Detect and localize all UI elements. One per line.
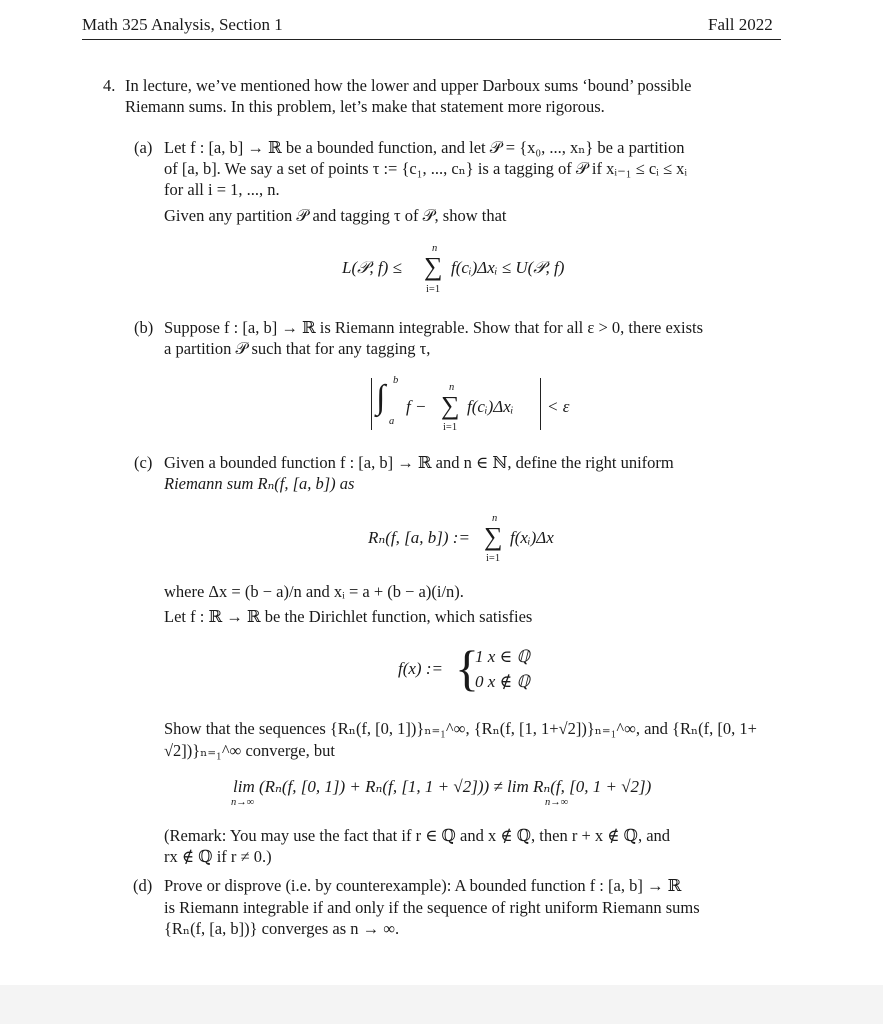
- part-a-sum-top: n: [432, 243, 438, 254]
- part-c-sigma: ∑: [484, 522, 503, 551]
- part-c-line-1: Given a bounded function f : [a, b] → ℝ and n ∈ ℕ, define the right uniform: [164, 453, 674, 472]
- part-c-eq-right: f(xᵢ)Δx: [510, 528, 554, 547]
- part-a-sum-bottom: i=1: [426, 284, 441, 295]
- part-c-line-6: √2])}ₙ₌₁^∞ converge, but: [164, 741, 335, 760]
- part-c-eq-left: Rₙ(f, [a, b]) :=: [368, 528, 470, 547]
- abs-bar-left: [371, 378, 372, 430]
- lim-sub-2: n→∞: [545, 797, 569, 808]
- cases-brace: {: [455, 640, 479, 696]
- part-c-line-5: Show that the sequences {Rₙ(f, [0, 1])}ₙ₌₁^∞, {Rₙ(f, [1, 1+√2])}ₙ₌₁^∞, and {Rₙ(f, [0, 1+: [164, 719, 757, 738]
- part-a-sigma: ∑: [424, 252, 443, 281]
- part-a-eq-right: f(cᵢ)Δxᵢ ≤ U(𝒫, f): [451, 258, 565, 277]
- limit-equation: lim (Rₙ(f, [0, 1]) + Rₙ(f, [1, 1 + √2])) ≠ lim Rₙ(f, [0, 1 + √2]): [233, 777, 652, 796]
- part-a-eq-left: L(𝒫, f) ≤: [342, 258, 402, 277]
- dirichlet-case-2: 0 x ∉ ℚ: [475, 672, 530, 691]
- part-c-sum-bottom: i=1: [486, 553, 501, 564]
- part-b-sum-top: n: [449, 382, 455, 393]
- dirichlet-left: f(x) :=: [398, 659, 443, 678]
- page-bottom-shade: [0, 985, 883, 1024]
- integral-lower: a: [389, 416, 395, 427]
- part-d-line-3: {Rₙ(f, [a, b])} converges as n → ∞.: [164, 919, 400, 938]
- part-b-eq-mid: f −: [406, 397, 427, 416]
- part-b-eq-right: < ε: [547, 397, 570, 416]
- part-d-label: (d): [133, 876, 153, 895]
- part-c-label: (c): [134, 453, 153, 472]
- part-a-line-1: Let f : [a, b] → ℝ be a bounded function, and let 𝒫 = {x₀, ..., xₙ} be a partition: [164, 138, 685, 157]
- part-b-label: (b): [134, 318, 154, 337]
- part-b-line-2: a partition 𝒫 such that for any tagging τ,: [164, 339, 431, 358]
- integral-upper: b: [393, 375, 399, 386]
- part-a-line-2: of [a, b]. We say a set of points τ := {c₁, ..., cₙ} is a tagging of 𝒫 if xᵢ₋₁ ≤ cᵢ ≤ xᵢ: [164, 159, 688, 178]
- part-c-line-2: Riemann sum Rₙ(f, [a, b]) as: [164, 474, 355, 493]
- part-b-sigma: ∑: [441, 391, 460, 420]
- header-term: Fall 2022: [708, 15, 773, 34]
- part-c-line-4: Let f : ℝ → ℝ be the Dirichlet function, which satisfies: [164, 607, 533, 626]
- part-c-line-3: where Δx = (b − a)/n and xᵢ = a + (b − a)(i/n).: [164, 582, 464, 601]
- part-a-line-4: Given any partition 𝒫 and tagging τ of 𝒫, show that: [164, 206, 507, 225]
- integral-sign: ∫: [376, 379, 386, 416]
- header-course-title: Math 325 Analysis, Section 1: [82, 15, 283, 34]
- lim-sub-1: n→∞: [231, 797, 255, 808]
- part-a-label: (a): [134, 138, 153, 157]
- intro-line-2: Riemann sums. In this problem, let’s make that statement more rigorous.: [125, 97, 605, 116]
- part-b-sum-bottom: i=1: [443, 422, 458, 433]
- part-d-line-2: is Riemann integrable if and only if the sequence of right uniform Riemann sums: [164, 898, 700, 917]
- part-b-line-1: Suppose f : [a, b] → ℝ is Riemann integrable. Show that for all ε > 0, there exists: [164, 318, 704, 337]
- intro-line-1: In lecture, we’ve mentioned how the lower and upper Darboux sums ‘bound’ possible: [125, 76, 692, 95]
- remark-line-1: (Remark: You may use the fact that if r ∈ ℚ and x ∉ ℚ, then r + x ∉ ℚ, and: [164, 826, 671, 845]
- part-d-line-1: Prove or disprove (i.e. by counterexample): A bounded function f : [a, b] → ℝ: [164, 876, 682, 895]
- abs-bar-right: [540, 378, 541, 430]
- part-b-eq-term: f(cᵢ)Δxᵢ: [467, 397, 514, 416]
- part-c-sum-top: n: [492, 513, 498, 524]
- problem-number: 4.: [103, 76, 116, 95]
- part-a-line-3: for all i = 1, ..., n.: [164, 180, 280, 199]
- dirichlet-case-1: 1 x ∈ ℚ: [475, 647, 530, 666]
- header-divider: [82, 39, 781, 40]
- remark-line-2: rx ∉ ℚ if r ≠ 0.): [164, 847, 272, 866]
